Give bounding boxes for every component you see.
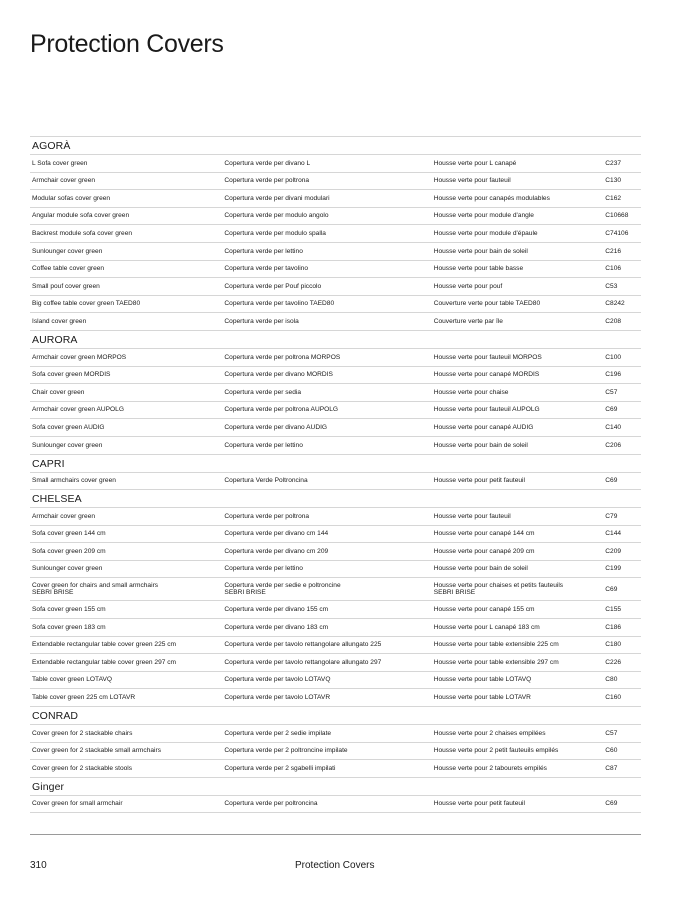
english-description: Armchair cover green AUPOLG (32, 406, 124, 414)
italian-description: Copertura verde per divano 183 cm (224, 623, 329, 631)
italian-description: Copertura verde per tavolo LOTAVQ (224, 676, 331, 684)
english-description: Sofa cover green 155 cm (32, 606, 106, 614)
table-row (30, 542, 641, 560)
italian-description: Copertura verde per sedie e poltroncine SEBRI BRISE (224, 582, 341, 597)
group-header (30, 706, 641, 724)
product-code: C79 (605, 512, 618, 520)
table-row (30, 418, 641, 436)
footer-section-title: Protection Covers (295, 860, 375, 871)
english-description: Armchair cover green (32, 512, 96, 520)
table-row (30, 224, 641, 242)
product-code: C69 (605, 585, 618, 593)
french-description: Housse verte pour L canapé 183 cm (433, 623, 540, 631)
french-description: Housse verte pour chaise (433, 388, 509, 396)
french-description: Housse verte pour petit fauteuil (433, 477, 525, 485)
french-description: Housse verte pour table extensible 297 cm (433, 658, 559, 666)
product-code: C60 (605, 747, 618, 755)
english-description: Small armchairs cover green (32, 477, 116, 485)
product-code: C216 (605, 247, 622, 255)
italian-description: Copertura verde per poltroncina (224, 800, 318, 808)
french-description: Housse verte pour fauteuil (433, 512, 511, 520)
group-name: CONRAD (32, 710, 79, 723)
table-row (30, 472, 641, 490)
italian-description: Copertura verde per divano cm 144 (224, 530, 329, 538)
english-description: Sunlounger cover green (32, 247, 103, 255)
italian-description: Copertura verde per 2 sgabelli impilati (224, 764, 336, 772)
table-row (30, 348, 641, 366)
table-row (30, 295, 641, 313)
page-title: Protection Covers (30, 30, 224, 58)
table-row (30, 436, 641, 454)
french-description: Housse verte pour module d'angle (433, 212, 534, 220)
group-header (30, 489, 641, 507)
italian-description: Copertura verde per tavolo rettangolare allungato 225 (224, 641, 382, 649)
italian-description: Copertura verde per modulo spalla (224, 229, 326, 237)
english-description: Angular module sofa cover green (32, 212, 130, 220)
table-row (30, 383, 641, 401)
english-description: Cover green for 2 stackable stools (32, 764, 133, 772)
english-description: L Sofa cover green (32, 159, 88, 167)
table-row (30, 366, 641, 384)
product-code: C155 (605, 606, 622, 614)
french-description: Housse verte pour canapé 144 cm (433, 530, 535, 538)
group-name: AURORA (32, 333, 78, 346)
italian-description: Copertura verde per divano L (224, 159, 311, 167)
italian-description: Copertura verde per tavolino TAED80 (224, 300, 335, 308)
italian-description: Copertura verde per poltrona AUPOLG (224, 406, 339, 414)
french-description: Housse verte pour module d'épaule (433, 229, 538, 237)
french-description: Housse verte pour bain de soleil (433, 247, 528, 255)
table-row (30, 260, 641, 278)
english-description: Table cover green 225 cm LOTAVR (32, 694, 136, 702)
table-row (30, 636, 641, 654)
table-row (30, 277, 641, 295)
table-row (30, 795, 641, 813)
italian-description: Copertura verde per divano AUDIG (224, 423, 328, 431)
table-row (30, 577, 641, 600)
product-code: C80 (605, 676, 618, 684)
french-description: Housse verte pour table extensible 225 cm (433, 641, 559, 649)
english-description: Sofa cover green 209 cm (32, 547, 106, 555)
french-description: Housse verte pour bain de soleil (433, 565, 528, 573)
french-description: Housse verte pour canapé AUDIG (433, 423, 534, 431)
table-row (30, 560, 641, 578)
product-code: C160 (605, 694, 622, 702)
product-code: C226 (605, 658, 622, 666)
page-number: 310 (30, 860, 47, 871)
product-code: C180 (605, 641, 622, 649)
french-description: Housse verte pour canapés modulables (433, 194, 550, 202)
group-header (30, 136, 641, 154)
italian-description: Copertura verde per lettino (224, 565, 303, 573)
group-header (30, 777, 641, 795)
group-header (30, 454, 641, 472)
english-description: Cover green for 2 stackable chairs (32, 729, 133, 737)
french-description: Housse verte pour canapé 155 cm (433, 606, 535, 614)
english-description: Sunlounger cover green (32, 441, 103, 449)
product-code: C69 (605, 477, 618, 485)
table-row (30, 688, 641, 706)
group-name: CAPRI (32, 457, 65, 470)
table-row (30, 189, 641, 207)
french-description: Housse verte pour canapé 209 cm (433, 547, 535, 555)
english-description: Armchair cover green MORPOS (32, 353, 127, 361)
english-description: Big coffee table cover green TAED80 (32, 300, 141, 308)
product-code: C74106 (605, 229, 629, 237)
table-row (30, 154, 641, 172)
french-description: Couverture verte par île (433, 317, 503, 325)
french-description: Housse verte pour table basse (433, 265, 524, 273)
italian-description: Copertura verde per modulo angolo (224, 212, 329, 220)
english-description: Coffee table cover green (32, 265, 105, 273)
table-row (30, 759, 641, 777)
italian-description: Copertura verde per 2 sedie impilate (224, 729, 332, 737)
product-code: C209 (605, 547, 622, 555)
english-description: Cover green for chairs and small armchairs SEBRI BRISE (32, 582, 159, 597)
table-row (30, 172, 641, 190)
table-row (30, 525, 641, 543)
french-description: Housse verte pour pouf (433, 282, 503, 290)
french-description: Housse verte pour L canapé (433, 159, 517, 167)
french-description: Housse verte pour 2 petit fauteuils empilés (433, 747, 559, 755)
french-description: Housse verte pour fauteuil AUPOLG (433, 406, 540, 414)
product-code: C162 (605, 194, 622, 202)
french-description: Housse verte pour petit fauteuil (433, 800, 525, 808)
french-description: Housse verte pour chaises et petits fauteuils SEBRI BRISE (433, 582, 564, 597)
italian-description: Copertura verde per lettino (224, 441, 303, 449)
group-name: CHELSEA (32, 493, 82, 506)
product-code: C87 (605, 764, 618, 772)
english-description: Sofa cover green 183 cm (32, 623, 106, 631)
table-row (30, 312, 641, 330)
french-description: Housse verte pour fauteuil MORPOS (433, 353, 542, 361)
english-description: Sofa cover green AUDIG (32, 423, 105, 431)
product-code: C100 (605, 353, 622, 361)
french-description: Housse verte pour fauteuil (433, 177, 511, 185)
product-code: C199 (605, 565, 622, 573)
french-description: Housse verte pour table LOTAVR (433, 694, 531, 702)
english-description: Modular sofas cover green (32, 194, 111, 202)
italian-description: Copertura verde per divano cm 209 (224, 547, 329, 555)
product-code: C10668 (605, 212, 629, 220)
table-row (30, 507, 641, 525)
table-row (30, 600, 641, 618)
product-code: C144 (605, 530, 622, 538)
italian-description: Copertura verde per divano 155 cm (224, 606, 329, 614)
product-code: C130 (605, 177, 622, 185)
italian-description: Copertura verde per Pouf piccolo (224, 282, 322, 290)
english-description: Table cover green LOTAVQ (32, 676, 113, 684)
italian-description: Copertura verde per 2 poltroncine impilate (224, 747, 348, 755)
french-description: Housse verte pour canapé MORDIS (433, 371, 540, 379)
product-code: C208 (605, 317, 622, 325)
french-description: Couverture verte pour table TAED80 (433, 300, 541, 308)
product-code: C206 (605, 441, 622, 449)
italian-description: Copertura verde per tavolino (224, 265, 308, 273)
italian-description: Copertura verde per sedia (224, 388, 302, 396)
product-code: C69 (605, 800, 618, 808)
italian-description: Copertura verde per divani modulari (224, 194, 330, 202)
french-description: Housse verte pour table LOTAVQ (433, 676, 532, 684)
table-row (30, 724, 641, 742)
table-row (30, 207, 641, 225)
table-bottom-rule (30, 812, 641, 813)
product-code: C69 (605, 406, 618, 414)
italian-description: Copertura verde per poltrona (224, 177, 310, 185)
english-description: Cover green for 2 stackable small armchairs (32, 747, 161, 755)
italian-description: Copertura verde per isola (224, 317, 299, 325)
italian-description: Copertura verde per poltrona MORPOS (224, 353, 341, 361)
english-description: Sunlounger cover green (32, 565, 103, 573)
group-name: Ginger (32, 780, 65, 793)
english-description: Cover green for small armchair (32, 800, 123, 808)
italian-description: Copertura verde per poltrona (224, 512, 310, 520)
product-code: C53 (605, 282, 618, 290)
italian-description: Copertura verde per tavolo LOTAVR (224, 694, 331, 702)
product-code: C106 (605, 265, 622, 273)
table-row (30, 242, 641, 260)
cover-catalog-table (30, 136, 641, 813)
table-row (30, 742, 641, 760)
product-code: C57 (605, 729, 618, 737)
product-code: C237 (605, 159, 622, 167)
table-row (30, 671, 641, 689)
product-code: C196 (605, 371, 622, 379)
french-description: Housse verte pour 2 chaises empilées (433, 729, 546, 737)
english-description: Sofa cover green MORDIS (32, 371, 111, 379)
italian-description: Copertura verde per divano MORDIS (224, 371, 333, 379)
english-description: Island cover green (32, 317, 87, 325)
product-code: C8242 (605, 300, 625, 308)
italian-description: Copertura verde per lettino (224, 247, 303, 255)
group-header (30, 330, 641, 348)
english-description: Chair cover green (32, 388, 85, 396)
table-row (30, 618, 641, 636)
english-description: Extendable rectangular table cover green 297 cm (32, 658, 177, 666)
french-description: Housse verte pour bain de soleil (433, 441, 528, 449)
group-name: AGORÀ (32, 140, 71, 152)
footer-divider (30, 834, 641, 835)
table-row (30, 401, 641, 419)
english-description: Extendable rectangular table cover green 225 cm (32, 641, 177, 649)
product-code: C186 (605, 623, 622, 631)
product-code: C140 (605, 423, 622, 431)
french-description: Housse verte pour 2 tabourets empilés (433, 764, 547, 772)
italian-description: Copertura verde per tavolo rettangolare allungato 297 (224, 658, 382, 666)
english-description: Small pouf cover green (32, 282, 100, 290)
product-code: C57 (605, 388, 618, 396)
italian-description: Copertura Verde Poltroncina (224, 477, 308, 485)
table-row (30, 653, 641, 671)
english-description: Armchair cover green (32, 177, 96, 185)
english-description: Backrest module sofa cover green (32, 229, 133, 237)
english-description: Sofa cover green 144 cm (32, 530, 106, 538)
